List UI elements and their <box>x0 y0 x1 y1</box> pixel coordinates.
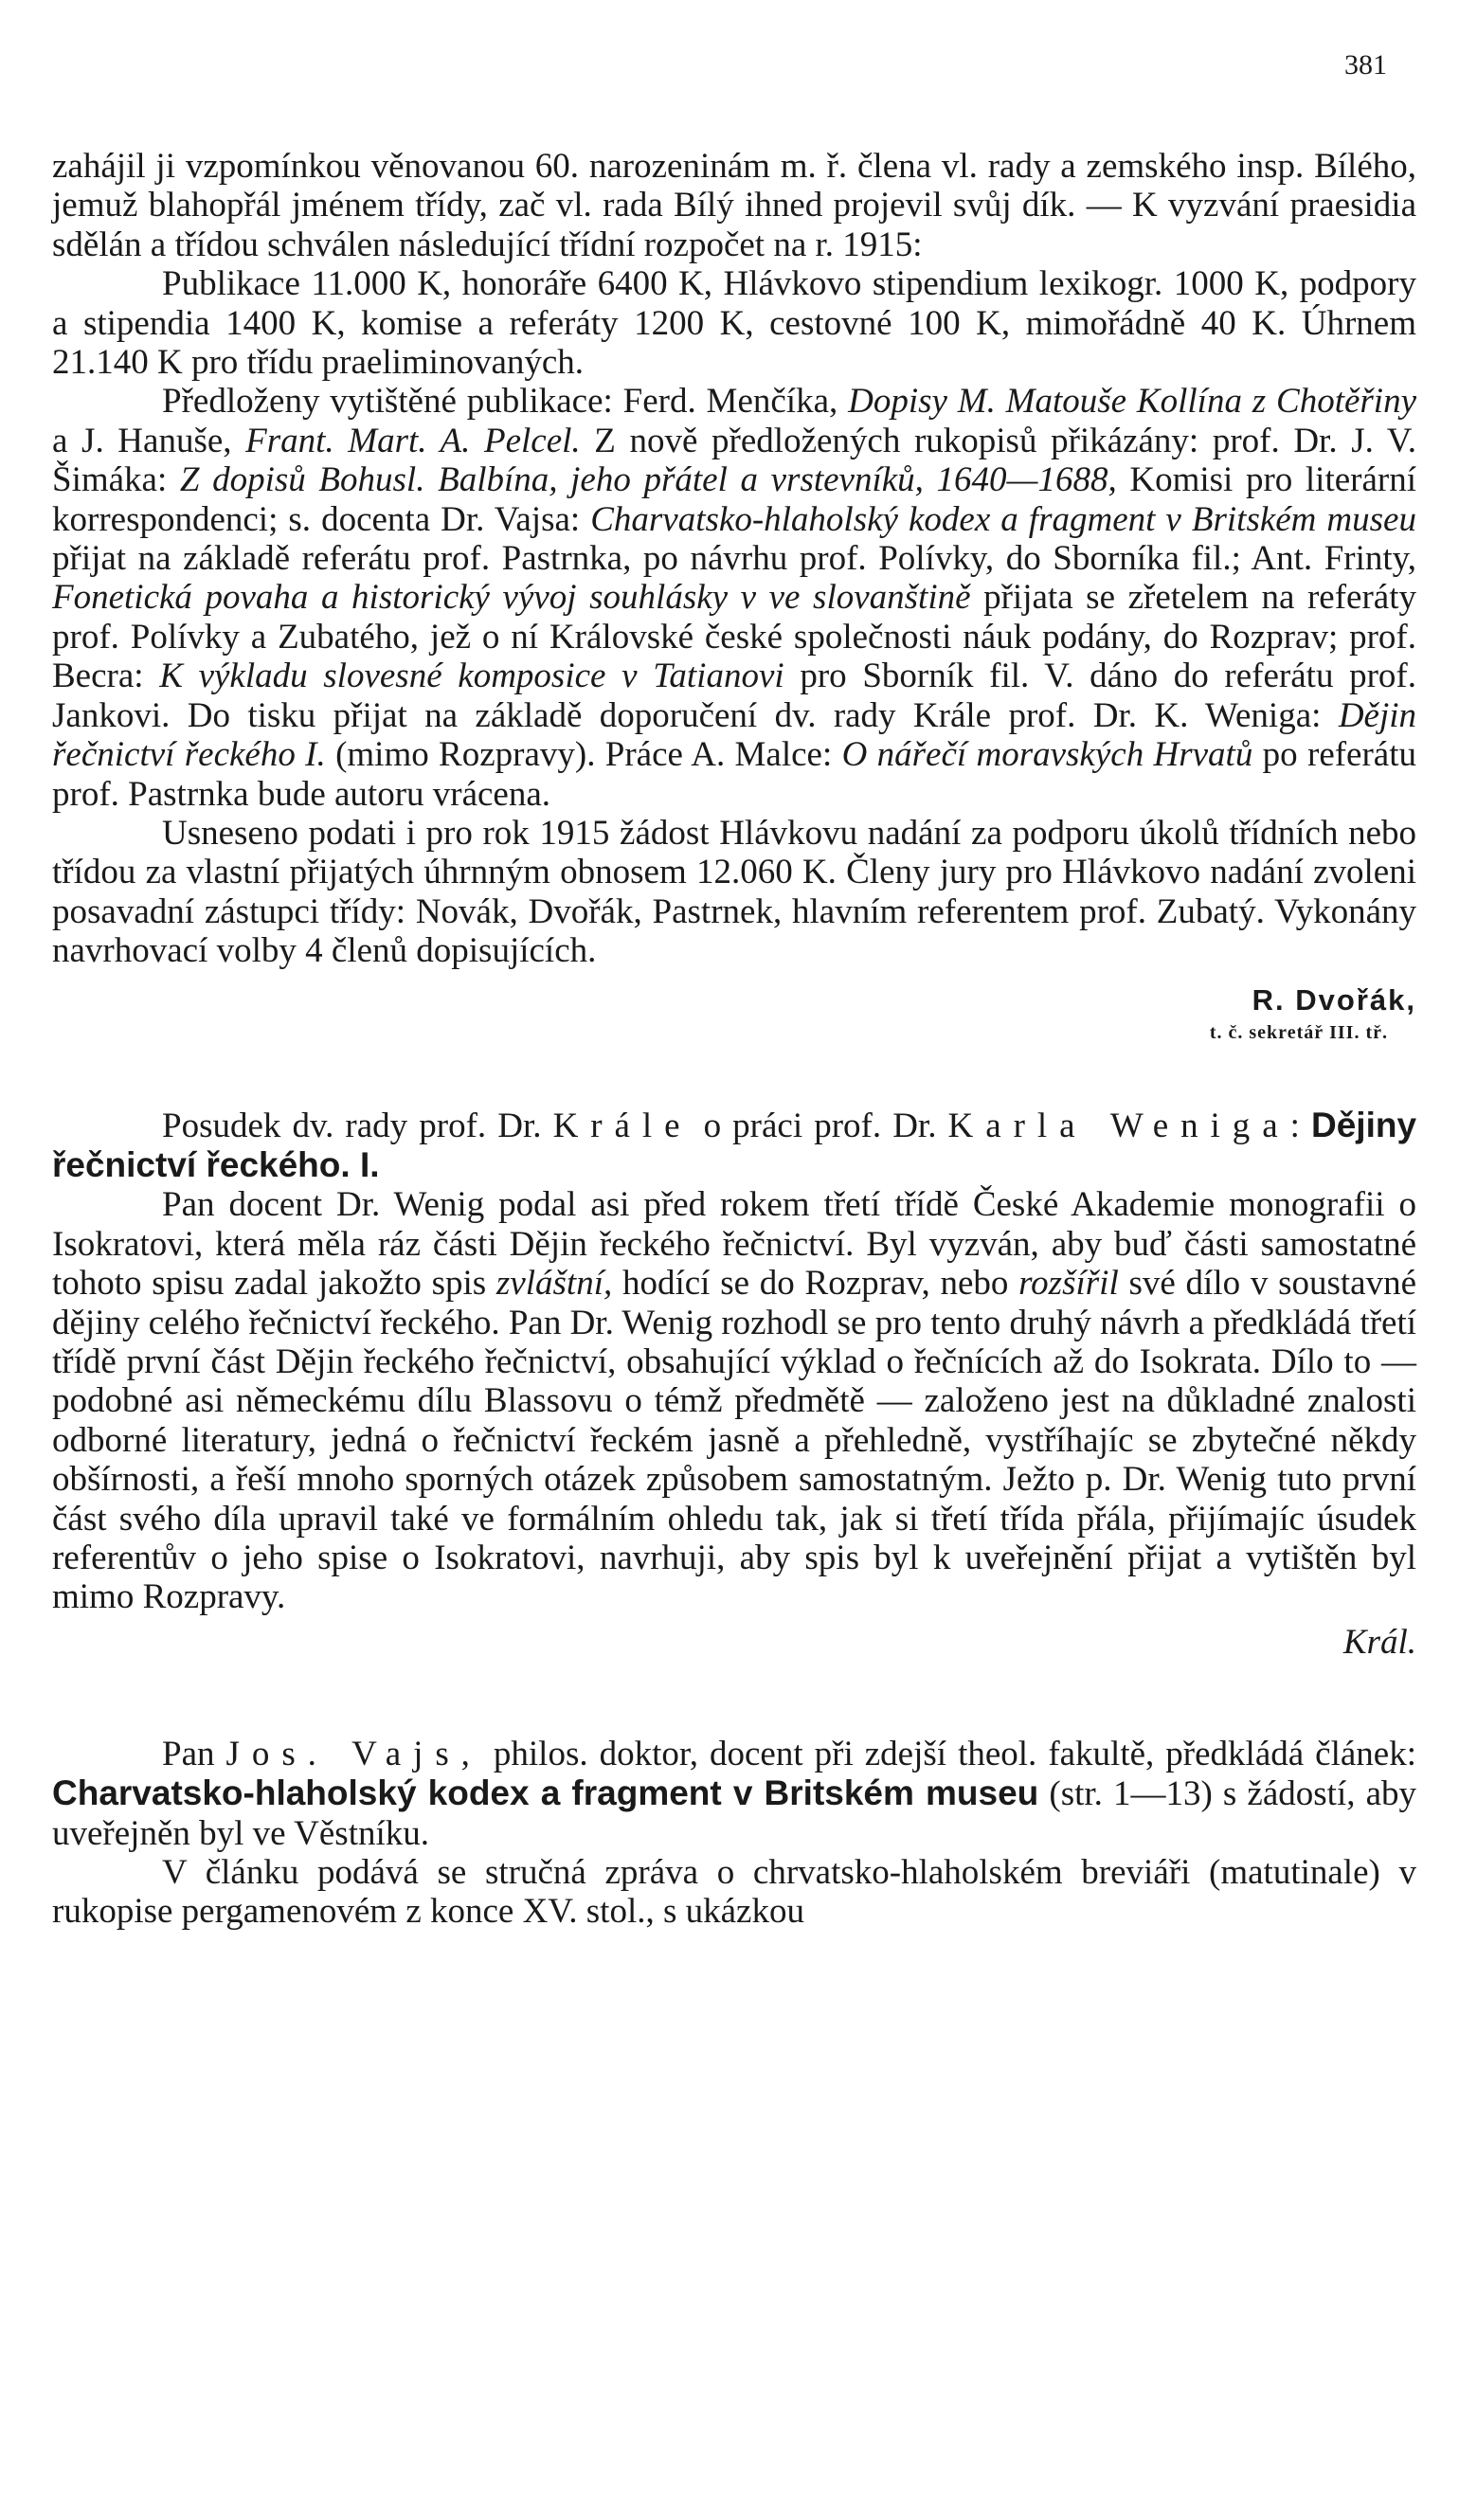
paragraph-publications: Předloženy vytištěné publikace: Ferd. Menčíka, Dopisy M. Matouše Kollína z Chotěřiny a J. Hanuše, Frant. Mart. A. Pelcel. Z nově předložených rukopisů přikázány: prof. Dr. J. V. Šimáka: Z dopisů Bohusl. Balbína, jeho přátel a vrstevníků, 1640—1688, Komisi pro literární korrespondenci; s. docenta Dr. Vajsa: Charvatsko-hlaholský kodex a fragment v Britském museu přijat na základě referátu prof. Pastrnka, po návrhu prof. Polívky, do Sborníka fil.; Ant. Frinty, Fonetická povaha a historický vývoj souhlásky v ve slovanštině přijata se zřetelem na referáty prof. Polívky a Zubatého, jež o ní Královské české společnosti náuk podány, do Rozprav; prof. Becra: K výkladu slovesné komposice v Tatianovi pro Sborník fil. V. dáno do referátu prof. Jankovi. Do tisku přijat na základě doporučení dv. rady Krále prof. Dr. K. Weniga: Dějin řečnictví řeckého I. (mimo Rozpravy). Práce A. Malce: O nářečí moravských Hrvatů po referátu prof. Pastrnka bude autoru vrácena. <box>52 382 1417 814</box>
review-heading: Posudek dv. rady prof. Dr. Krále o práci prof. Dr. Karla Weniga: Dějiny řečnictví řeckého. I. <box>52 1105 1417 1184</box>
signature-title: t. č. sekretář III. tř. <box>1209 1021 1388 1043</box>
paragraph-review: Pan docent Dr. Wenig podal asi před rokem třetí třídě České Akademie monografii o Isokratovi, která měla ráz části Dějin řeckého řečnictví. Byl vyzván, aby buď části samostatné tohoto spisu zadal jakožto spis zvláštní, hodící se do Rozprav, nebo rozšířil své dílo v soustavné dějiny celého řečnictví řeckého. Pan Dr. Wenig rozhodl se pro tento druhý návrh a předkládá třetí třídě první část Dějin řeckého řečnictví, obsahující výklad o řečnících až do Isokrata. Dílo to — podobné asi německému dílu Blassovu o témž předmětě — založeno jest na důkladné znalosti odborné literatury, jedná o řečnictví řeckém jasně a přehledně, vystříhajíc se zbytečné někdy obšírnosti, a řeší mnoho sporných otázek způsobem samostatným. Ježto p. Dr. Wenig tuto první část svého díla upravil také ve formálním ohledu tak, jak si třetí třída přála, přijímajíc úsudek referentův o jeho spise o Isokratovi, navrhuji, aby spis byl k uveřejnění přijat a vytištěn byl mimo Rozpravy. <box>52 1185 1417 1617</box>
paragraph-budget-items: Publikace 11.000 K, honoráře 6400 K, Hlávkovo stipendium lexikogr. 1000 K, podpory a stipendia 1400 K, komise a referáty 1200 K, cestovné 100 K, mimořádně 40 K. Úhrnem 21.140 K pro třídu praeliminovaných. <box>52 264 1416 383</box>
signature-dvorak <box>52 981 1416 1045</box>
signature-name: R. Dvořák, <box>1252 982 1416 1017</box>
paragraph-budget-intro: zahájil ji vzpomínkou věnovanou 60. narozeninám m. ř. člena vl. rady a zemského insp. Bílého, jemuž blahopřál jménem třídy, zač vl. rada Bílý ihned projevil svůj dík. — K vyzvání praesidia sdělán a třídou schválen následující třídní rozpočet na r. 1915: <box>52 147 1416 264</box>
paragraph-vajs-article: Pan Jos. Vajs, philos. doktor, docent při zdejší theol. fakultě, předkládá článek: Charvatsko-hlaholský kodex a fragment v Britském museu (str. 1—13) s žádostí, aby uveřejněn byl ve Věstníku. <box>52 1734 1417 1853</box>
paragraph-hlavka-grant: Usneseno podati i pro rok 1915 žádost Hlávkovu nadání za podporu úkolů třídních nebo třídou za vlastní přijatých úhrnným obnosem 12.060 K. Členy jury pro Hlávkovo nadání zvoleni posavadní zástupci třídy: Novák, Dvořák, Pastrnek, hlavním referentem prof. Zubatý. Vykonány navrhovací volby 4 členů dopisujících. <box>52 813 1416 971</box>
page-number: 381 <box>1344 49 1387 81</box>
signature-kral: Král. <box>1342 1622 1416 1662</box>
text-column <box>52 147 1416 1932</box>
paragraph-article-summary: V článku podává se stručná zpráva o chrvatsko-hlaholském breviáři (matutinale) v rukopise pergamenovém z konce XV. stol., s ukázkou <box>52 1853 1416 1932</box>
